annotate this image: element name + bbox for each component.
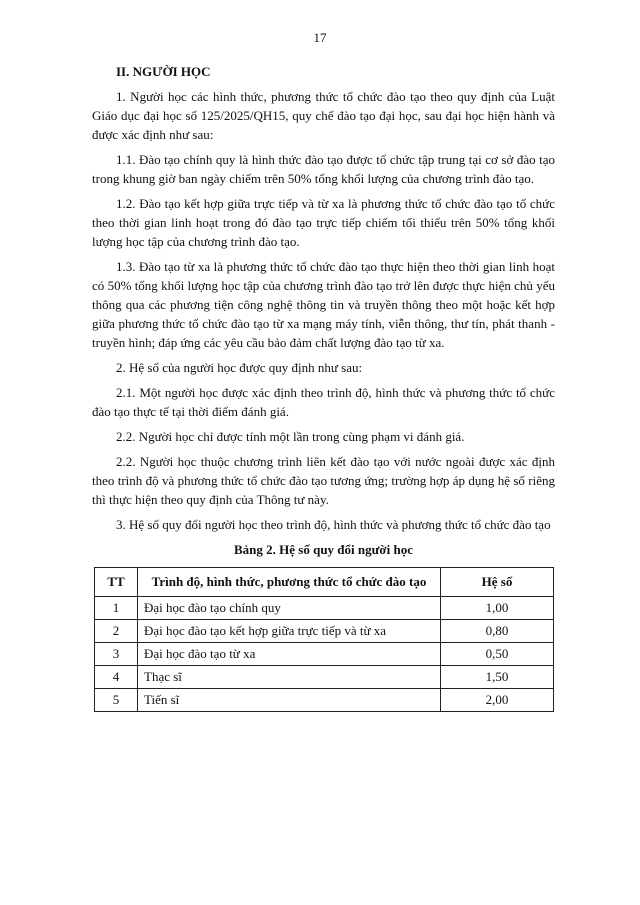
page-content (92, 62, 555, 712)
row-value: 1,50 (441, 666, 554, 689)
paragraph-3: 3. Hệ số quy đổi người học theo trình độ, hình thức và phương thức tổ chức đào tạo (116, 517, 551, 532)
table-row (95, 666, 554, 689)
row-tt: 5 (95, 689, 138, 712)
header-name: Trình độ, hình thức, phương thức tổ chức đào tạo (138, 568, 441, 597)
paragraph-2-2-b: 2.2. Người học thuộc chương trình liên kết đào tạo với nước ngoài được xác định theo trình độ và phương thức tổ chức đào tạo tương ứng; trường hợp áp dụng hệ số riêng thì thực hiện theo quy định của Thông tư này. (92, 454, 555, 507)
paragraph-1-3: 1.3. Đào tạo từ xa là phương thức tổ chức đào tạo thực hiện theo thời gian linh hoạt có 50% tổng khối lượng học tập của chương trình đào tạo trở lên được thực hiện chủ yếu thông qua các phương tiện công nghệ thông tin và truyền thông theo một hoặc kết hợp giữa phương thức tổ chức đào tạo từ xa mạng máy tính, viễn thông, thư tín, phát thanh - truyền hình; đáp ứng các yêu cầu bảo đảm chất lượng đào tạo từ xa. (92, 259, 555, 350)
table-row (95, 689, 554, 712)
row-name: Đại học đào tạo từ xa (138, 643, 441, 666)
paragraph-2: 2. Hệ số của người học được quy định như sau: (116, 360, 363, 375)
section-heading: II. NGƯỜI HỌC (116, 64, 211, 79)
paragraph-1-1: 1.1. Đào tạo chính quy là hình thức đào tạo được tổ chức tập trung tại cơ sở đào tạo trong khung giờ ban ngày chiếm trên 50% tổng khối lượng của chương trình đào tạo. (92, 152, 555, 186)
row-name: Đại học đào tạo kết hợp giữa trực tiếp và từ xa (138, 620, 441, 643)
paragraph-2-1: 2.1. Một người học được xác định theo trình độ, hình thức và phương thức tổ chức đào tạo thực tế tại thời điểm đánh giá. (92, 385, 555, 419)
row-tt: 1 (95, 597, 138, 620)
table-row (95, 597, 554, 620)
table-row (95, 620, 554, 643)
coefficient-table (94, 567, 554, 712)
page-number: 17 (313, 30, 327, 45)
header-tt: TT (95, 568, 138, 597)
row-tt: 3 (95, 643, 138, 666)
paragraph-2-2: 2.2. Người học chỉ được tính một lần trong cùng phạm vi đánh giá. (116, 429, 465, 444)
table-caption: Bảng 2. Hệ số quy đổi người học (234, 542, 413, 557)
row-tt: 4 (95, 666, 138, 689)
row-tt: 2 (95, 620, 138, 643)
paragraph-1-2: 1.2. Đào tạo kết hợp giữa trực tiếp và từ xa là phương thức tổ chức đào tạo tổ chức theo thời gian linh hoạt trong đó đào tạo trực tiếp chiếm tối thiểu trên 50% tổng khối lượng học tập của chương trình đào tạo. (92, 196, 555, 249)
row-value: 2,00 (441, 689, 554, 712)
table-row (95, 643, 554, 666)
row-value: 0,80 (441, 620, 554, 643)
paragraph-1: 1. Người học các hình thức, phương thức tổ chức đào tạo theo quy định của Luật Giáo dục đại học số 125/2025/QH15, quy chế đào tạo đại học, sau đại học hiện hành và được xác định như sau: (92, 89, 555, 142)
row-name: Đại học đào tạo chính quy (138, 597, 441, 620)
table-header-row (95, 568, 554, 597)
row-name: Tiến sĩ (138, 689, 441, 712)
header-value: Hệ số (441, 568, 554, 597)
row-value: 0,50 (441, 643, 554, 666)
row-name: Thạc sĩ (138, 666, 441, 689)
row-value: 1,00 (441, 597, 554, 620)
